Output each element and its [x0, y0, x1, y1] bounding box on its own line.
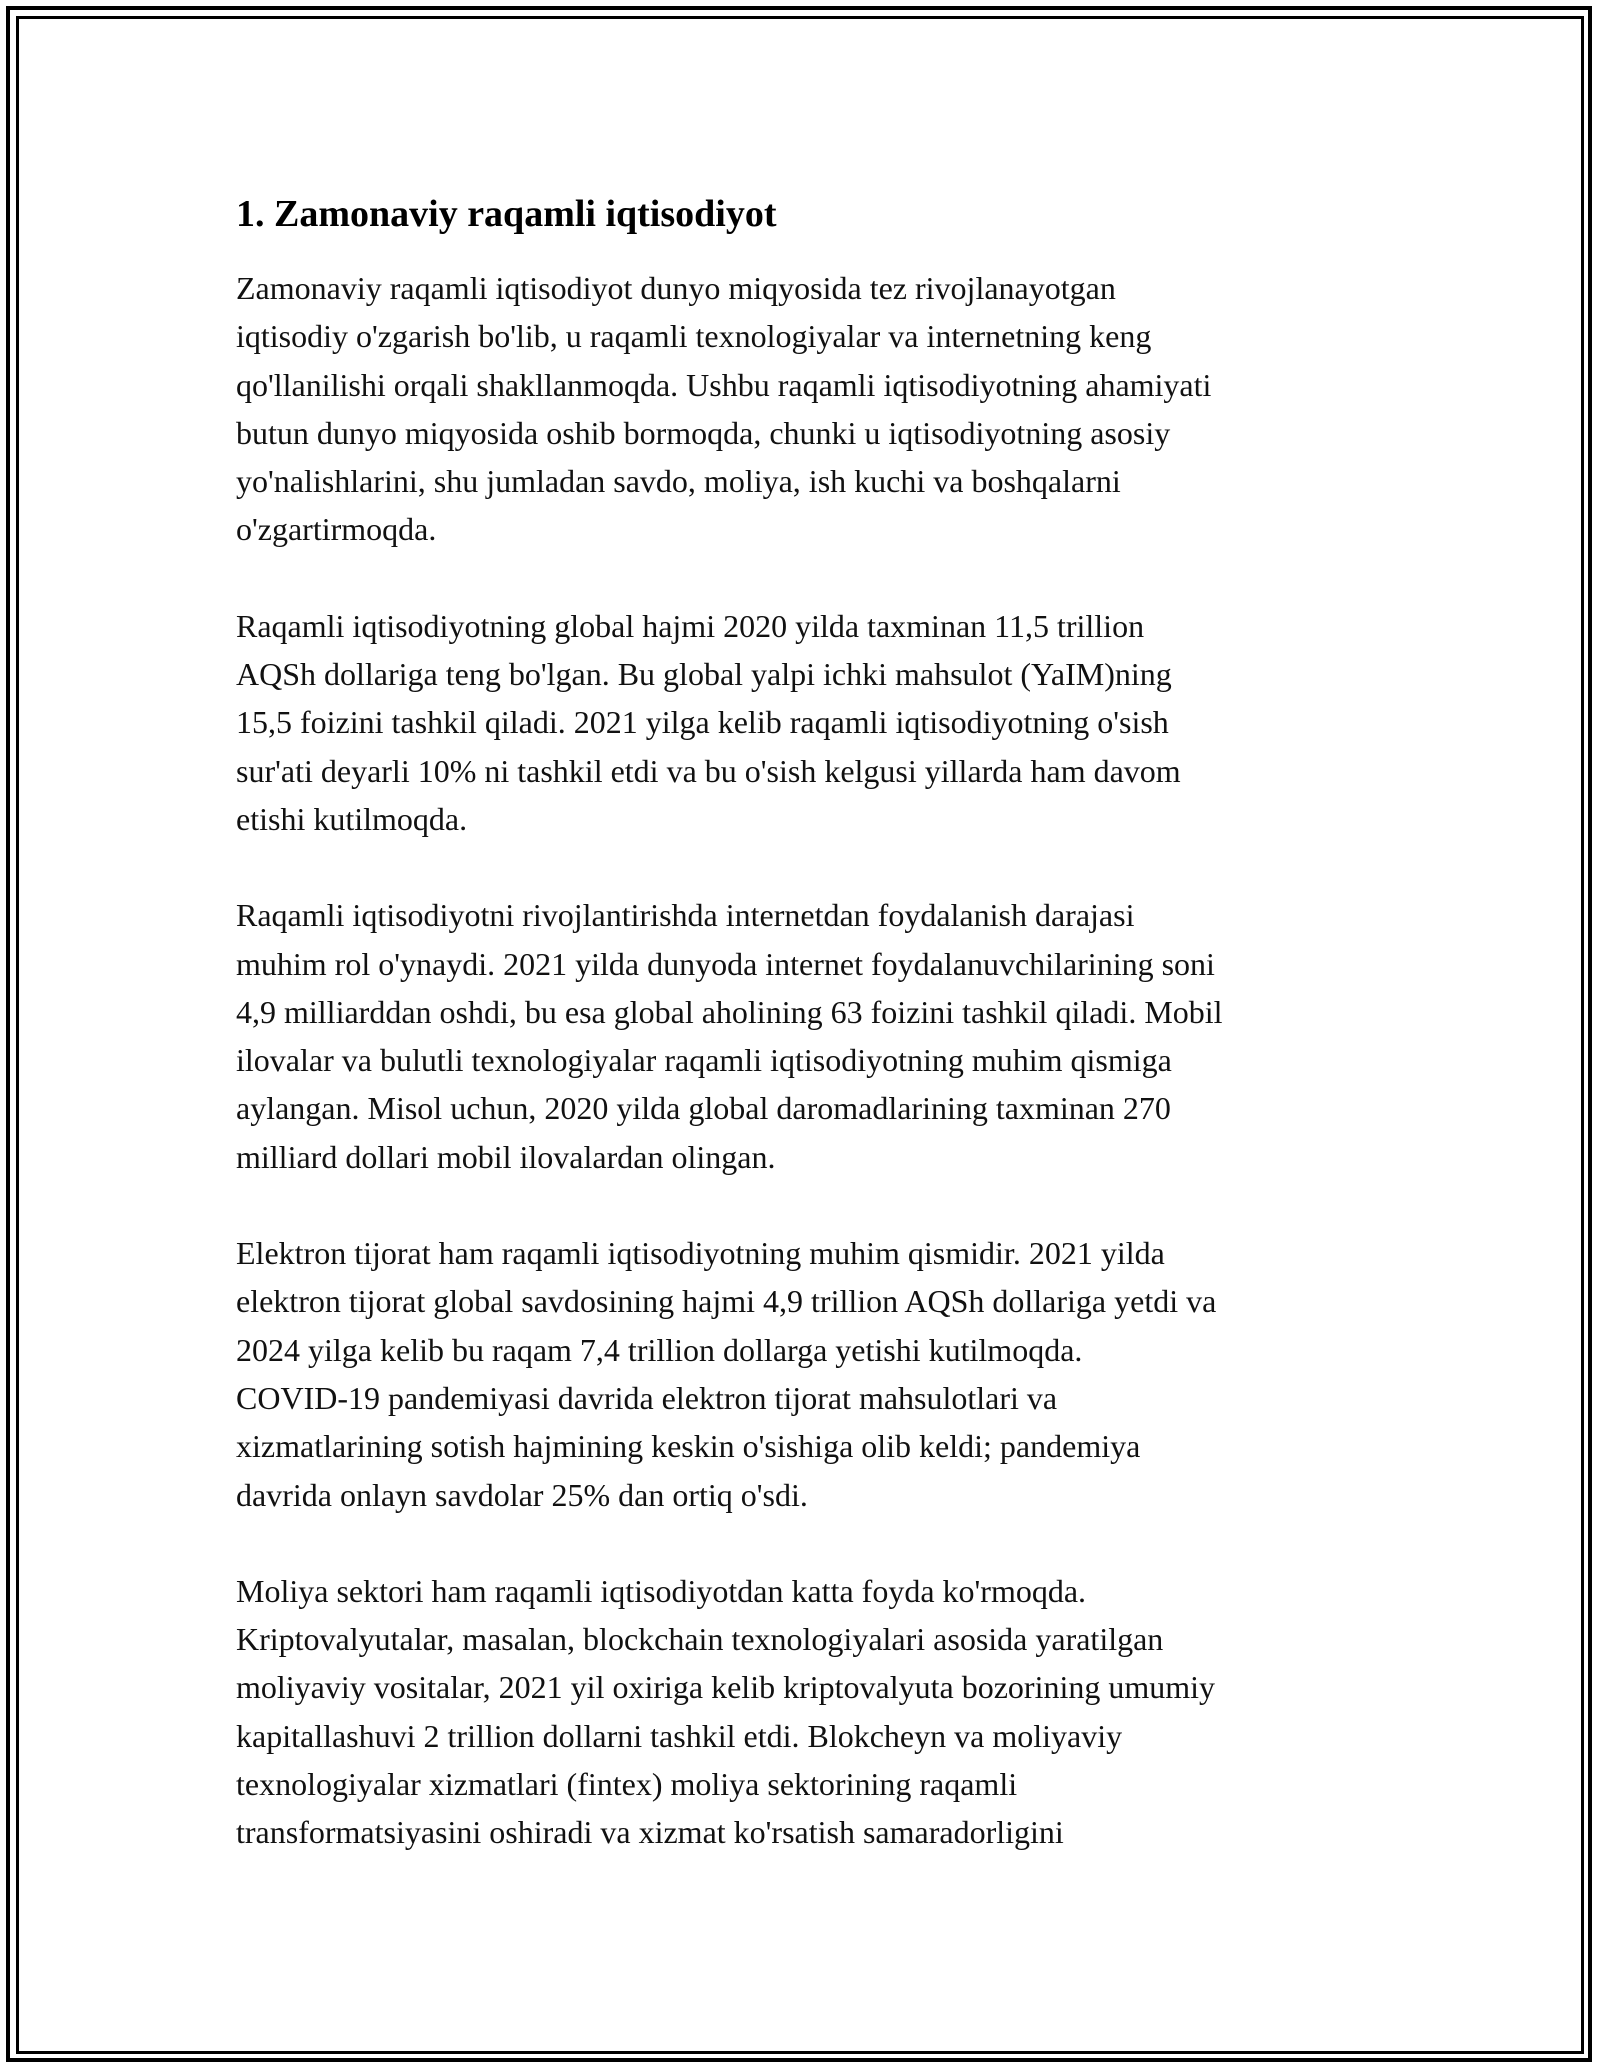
text-line: kapitallashuvi 2 trillion dollarni tashkil etdi. Blokcheyn va moliyaviy: [236, 1717, 1123, 1754]
paragraph-global-size: [236, 602, 1386, 843]
paragraph-intro: [236, 264, 1386, 554]
text-line: Moliya sektori ham raqamli iqtisodiyotdan katta foyda ko'rmoqda.: [236, 1572, 1087, 1609]
text-line: ilovalar va bulutli texnologiyalar raqamli iqtisodiyotning muhim qismiga: [236, 1042, 1172, 1079]
paragraph-internet-usage: [236, 891, 1386, 1181]
text-line: sur'ati deyarli 10% ni tashkil etdi va bu o'sish kelgusi yillarda ham davom: [236, 752, 1181, 789]
text-line: 15,5 foizini tashkil qiladi. 2021 yilga kelib raqamli iqtisodiyotning o'sish: [236, 704, 1169, 741]
text-line: texnologiyalar xizmatlari (fintex) moliya sektorining raqamli: [236, 1766, 1018, 1803]
text-line: xizmatlarining sotish hajmining keskin o'sishiga olib keldi; pandemiya: [236, 1428, 1141, 1465]
text-line: o'zgartirmoqda.: [236, 511, 437, 548]
text-line: qo'llanilishi orqali shakllanmoqda. Ushbu raqamli iqtisodiyotning ahamiyati: [236, 366, 1212, 403]
text-line: Kriptovalyutalar, masalan, blockchain texnologiyalari asosida yaratilgan: [236, 1621, 1164, 1658]
text-line: Elektron tijorat ham raqamli iqtisodiyotning muhim qismidir. 2021 yilda: [236, 1235, 1165, 1272]
text-line: AQSh dollariga teng bo'lgan. Bu global yalpi ichki mahsulot (YaIM)ning: [236, 656, 1172, 693]
document-body: [236, 186, 1386, 1905]
text-line: muhim rol o'ynaydi. 2021 yilda dunyoda internet foydalanuvchilarining soni: [236, 945, 1215, 982]
text-line: etishi kutilmoqda.: [236, 800, 468, 837]
paragraph-e-commerce: [236, 1229, 1386, 1519]
text-line: yo'nalishlarini, shu jumladan savdo, moliya, ish kuchi va boshqalarni: [236, 463, 1121, 500]
text-line: elektron tijorat global savdosining hajmi 4,9 trillion AQSh dollariga yetdi va: [236, 1283, 1217, 1320]
text-line: 4,9 milliarddan oshdi, bu esa global aholining 63 foizini tashkil qiladi. Mobil: [236, 993, 1223, 1030]
text-line: aylangan. Misol uchun, 2020 yilda global daromadlarining taxminan 270: [236, 1090, 1171, 1127]
text-line: Zamonaviy raqamli iqtisodiyot dunyo miqyosida tez rivojlanayotgan: [236, 270, 1116, 306]
text-line: moliyaviy vositalar, 2021 yil oxiriga kelib kriptovalyuta bozorining umumiy: [236, 1669, 1216, 1706]
text-line: butun dunyo miqyosida oshib bormoqda, chunki u iqtisodiyotning asosiy: [236, 414, 1171, 451]
text-line: iqtisodiy o'zgarish bo'lib, u raqamli texnologiyalar va internetning keng: [236, 318, 1152, 355]
text-line: milliard dollari mobil ilovalardan olingan.: [236, 1138, 776, 1175]
section-heading: 1. Zamonaviy raqamli iqtisodiyot: [236, 193, 777, 235]
text-line: transformatsiyasini oshiradi va xizmat ko'rsatish samaradorligini: [236, 1814, 1064, 1851]
text-line: 2024 yilga kelib bu raqam 7,4 trillion dollarga yetishi kutilmoqda.: [236, 1331, 1083, 1368]
text-line: COVID-19 pandemiyasi davrida elektron tijorat mahsulotlari va: [236, 1379, 1058, 1416]
text-line: davrida onlayn savdolar 25% dan ortiq o'sdi.: [236, 1476, 808, 1513]
paragraph-finance-sector: [236, 1567, 1386, 1857]
text-line: Raqamli iqtisodiyotning global hajmi 2020 yilda taxminan 11,5 trillion: [236, 607, 1145, 644]
text-line: Raqamli iqtisodiyotni rivojlantirishda internetdan foydalanish darajasi: [236, 897, 1135, 934]
